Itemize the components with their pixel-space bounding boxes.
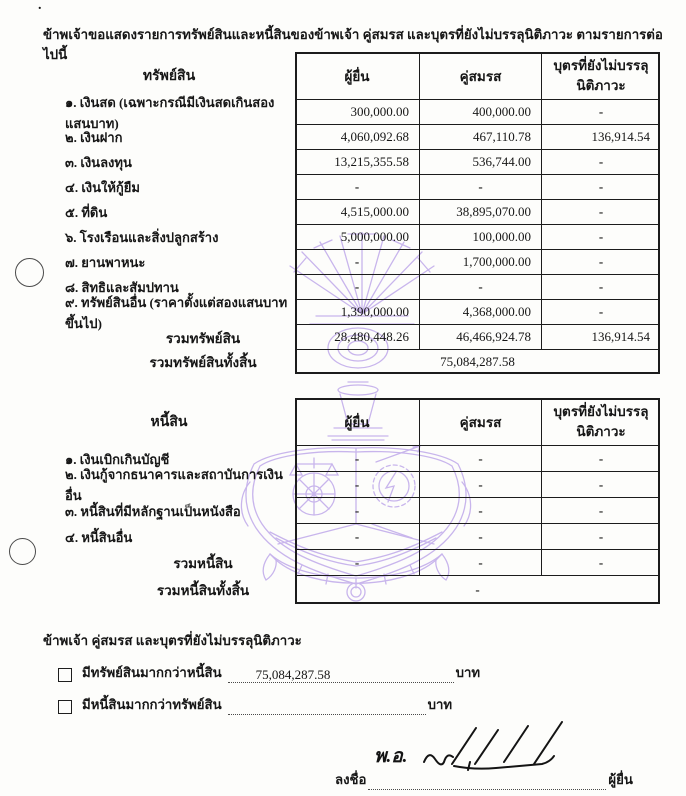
assets-total-label: รวมทรัพย์สิน (165, 330, 241, 346)
cell-children: - (542, 200, 660, 225)
declarant-label: ผู้ยื่น (608, 772, 633, 787)
cell-spouse: - (420, 446, 542, 472)
assets-grand-total-row (43, 350, 660, 374)
table-row (43, 294, 660, 331)
table-row (43, 150, 660, 175)
assets-grand-total-value: 75,084,287.58 (440, 354, 515, 369)
cell-spouse: - (420, 275, 542, 300)
liabilities-rows (43, 446, 660, 550)
assets-total-spouse: 46,466,924.78 (420, 325, 542, 350)
liabilities-grand-total-row (43, 576, 660, 604)
unit-label: บาท (455, 665, 481, 680)
row-label: ๑. เงินเบิกเกินบัญชี (65, 451, 170, 467)
cell-children: - (542, 150, 660, 175)
table-row (43, 250, 660, 275)
cell-spouse: 4,368,000.00 (420, 300, 542, 325)
liabilities-total-declarant: - (295, 550, 420, 576)
row-label: ๘. สิทธิและสัมปทาน (65, 280, 179, 295)
liabilities-section-title: หนี้สิน (150, 415, 188, 430)
liabilities-header-row (43, 398, 660, 446)
liabilities-grand-total-value: - (475, 582, 480, 597)
row-label: ๕. ที่ดิน (65, 205, 108, 220)
liabilities-grand-total-label: รวมหนี้สินทั้งสิ้น (156, 583, 250, 598)
sign-label: ลงชื่อ (335, 772, 367, 787)
cell-declarant: 1,390,000.00 (295, 300, 420, 325)
assets-total-declarant: 28,480,448.26 (295, 325, 420, 350)
table-row (43, 125, 660, 150)
liabilities-total-label: รวมหนี้สิน (173, 556, 233, 571)
cell-declarant: - (295, 524, 420, 550)
scan-artifact-dot: . (38, 0, 42, 13)
cell-children: 136,914.54 (542, 125, 660, 150)
assets-grand-total-label: รวมทรัพย์สินทั้งสิ้น (149, 355, 257, 370)
table-row (43, 94, 660, 131)
cell-children: - (542, 498, 660, 524)
assets-total-children: 136,914.54 (542, 325, 660, 350)
option-label: มีหนี้สินมากกว่าทรัพย์สิน (82, 697, 222, 712)
column-header-declarant: ผู้ยื่น (295, 52, 420, 100)
cell-declarant: - (295, 275, 420, 300)
cell-spouse: 38,895,070.00 (420, 200, 542, 225)
cell-spouse: - (420, 498, 542, 524)
amount-value: 75,084,287.58 (255, 667, 331, 682)
signature-rank: พ.อ. (374, 746, 408, 767)
assets-table (43, 52, 660, 374)
row-label: ๔. เงินให้กู้ยืม (65, 180, 140, 195)
cell-declarant: - (295, 472, 420, 498)
cell-declarant: 4,060,092.68 (295, 125, 420, 150)
assets-rows (43, 94, 660, 331)
row-label: ๗. ยานพาหนะ (65, 255, 146, 270)
table-row (43, 200, 660, 225)
cell-children: - (542, 472, 660, 498)
row-label: ๙. ทรัพย์สินอื่น (ราคาตั้งแต่สองแสนบาทขึ้นไป) (65, 294, 288, 331)
cell-spouse: 467,110.78 (420, 125, 542, 150)
dotted-leader (228, 699, 426, 715)
table-row (43, 524, 660, 550)
cell-declarant: 300,000.00 (295, 100, 420, 125)
cell-spouse: 400,000.00 (420, 100, 542, 125)
checkbox-icon[interactable] (58, 700, 72, 714)
cell-spouse: 1,700,000.00 (420, 250, 542, 275)
option-liabilities-exceed-assets (58, 694, 452, 715)
cell-declarant: 13,215,355.58 (295, 150, 420, 175)
cell-declarant: 4,515,000.00 (295, 200, 420, 225)
liabilities-total-children: - (542, 550, 660, 576)
cell-spouse: - (420, 524, 542, 550)
cell-declarant: - (295, 446, 420, 472)
declaration-heading: ข้าพเจ้า คู่สมรส และบุตรที่ยังไม่บรรลุนิติภาวะ (43, 633, 302, 648)
cell-declarant: - (295, 175, 420, 200)
cell-declarant: 5,000,000.00 (295, 225, 420, 250)
assets-total-row (43, 325, 660, 350)
intro-statement: ข้าพเจ้าขอแสดงรายการทรัพย์สินและหนี้สินของข้าพเจ้า คู่สมรส และบุตรที่ยังไม่บรรลุนิติภาวะ ตามรายการต่อไปนี้ (43, 27, 663, 63)
table-row (43, 467, 660, 503)
signature-dotted-line (368, 775, 606, 790)
column-header-declarant: ผู้ยื่น (295, 398, 420, 446)
column-header-minor-children: บุตรที่ยังไม่บรรลุ นิติภาวะ (542, 52, 660, 100)
column-header-spouse: คู่สมรส (420, 52, 542, 100)
column-header-minor-children: บุตรที่ยังไม่บรรลุ นิติภาวะ (542, 398, 660, 446)
cell-children: - (542, 250, 660, 275)
liabilities-total-row (43, 550, 660, 576)
cell-spouse: - (420, 472, 542, 498)
dotted-leader (228, 667, 454, 683)
cell-spouse: - (420, 175, 542, 200)
cell-children: - (542, 524, 660, 550)
cell-declarant: - (295, 250, 420, 275)
row-label: ๑. เงินสด (เฉพาะกรณีมีเงินสดเกินสองแสนบาท) (65, 94, 275, 131)
row-label: ๓. หนี้สินที่มีหลักฐานเป็นหนังสือ (65, 503, 241, 519)
cell-spouse: 100,000.00 (420, 225, 542, 250)
column-header-spouse: คู่สมรส (420, 398, 542, 446)
option-label: มีทรัพย์สินมากกว่าหนี้สิน (82, 665, 222, 680)
row-label: ๔. หนี้สินอื่น (65, 529, 133, 545)
table-row (43, 175, 660, 200)
option-assets-exceed-liabilities (58, 662, 480, 683)
cell-children: - (542, 225, 660, 250)
cell-spouse: 536,744.00 (420, 150, 542, 175)
table-row (43, 225, 660, 250)
liabilities-table (43, 398, 660, 604)
cell-children: - (542, 175, 660, 200)
cell-children: - (542, 300, 660, 325)
cell-children: - (542, 100, 660, 125)
row-label: ๓. เงินลงทุน (65, 155, 132, 170)
cell-children: - (542, 446, 660, 472)
cell-children: - (542, 275, 660, 300)
row-label: ๖. โรงเรือนและสิ่งปลูกสร้าง (65, 230, 219, 245)
row-label: ๒. เงินกู้จากธนาคารและสถาบันการเงินอื่น (65, 467, 283, 503)
row-label: ๒. เงินฝาก (65, 130, 123, 145)
cell-declarant: - (295, 498, 420, 524)
signature-scrawl-icon (372, 718, 587, 776)
unit-label: บาท (427, 697, 453, 712)
checkbox-icon[interactable] (58, 668, 72, 682)
liabilities-total-spouse: - (420, 550, 542, 576)
assets-section-title: ทรัพย์สิน (142, 69, 196, 84)
table-row (43, 498, 660, 524)
